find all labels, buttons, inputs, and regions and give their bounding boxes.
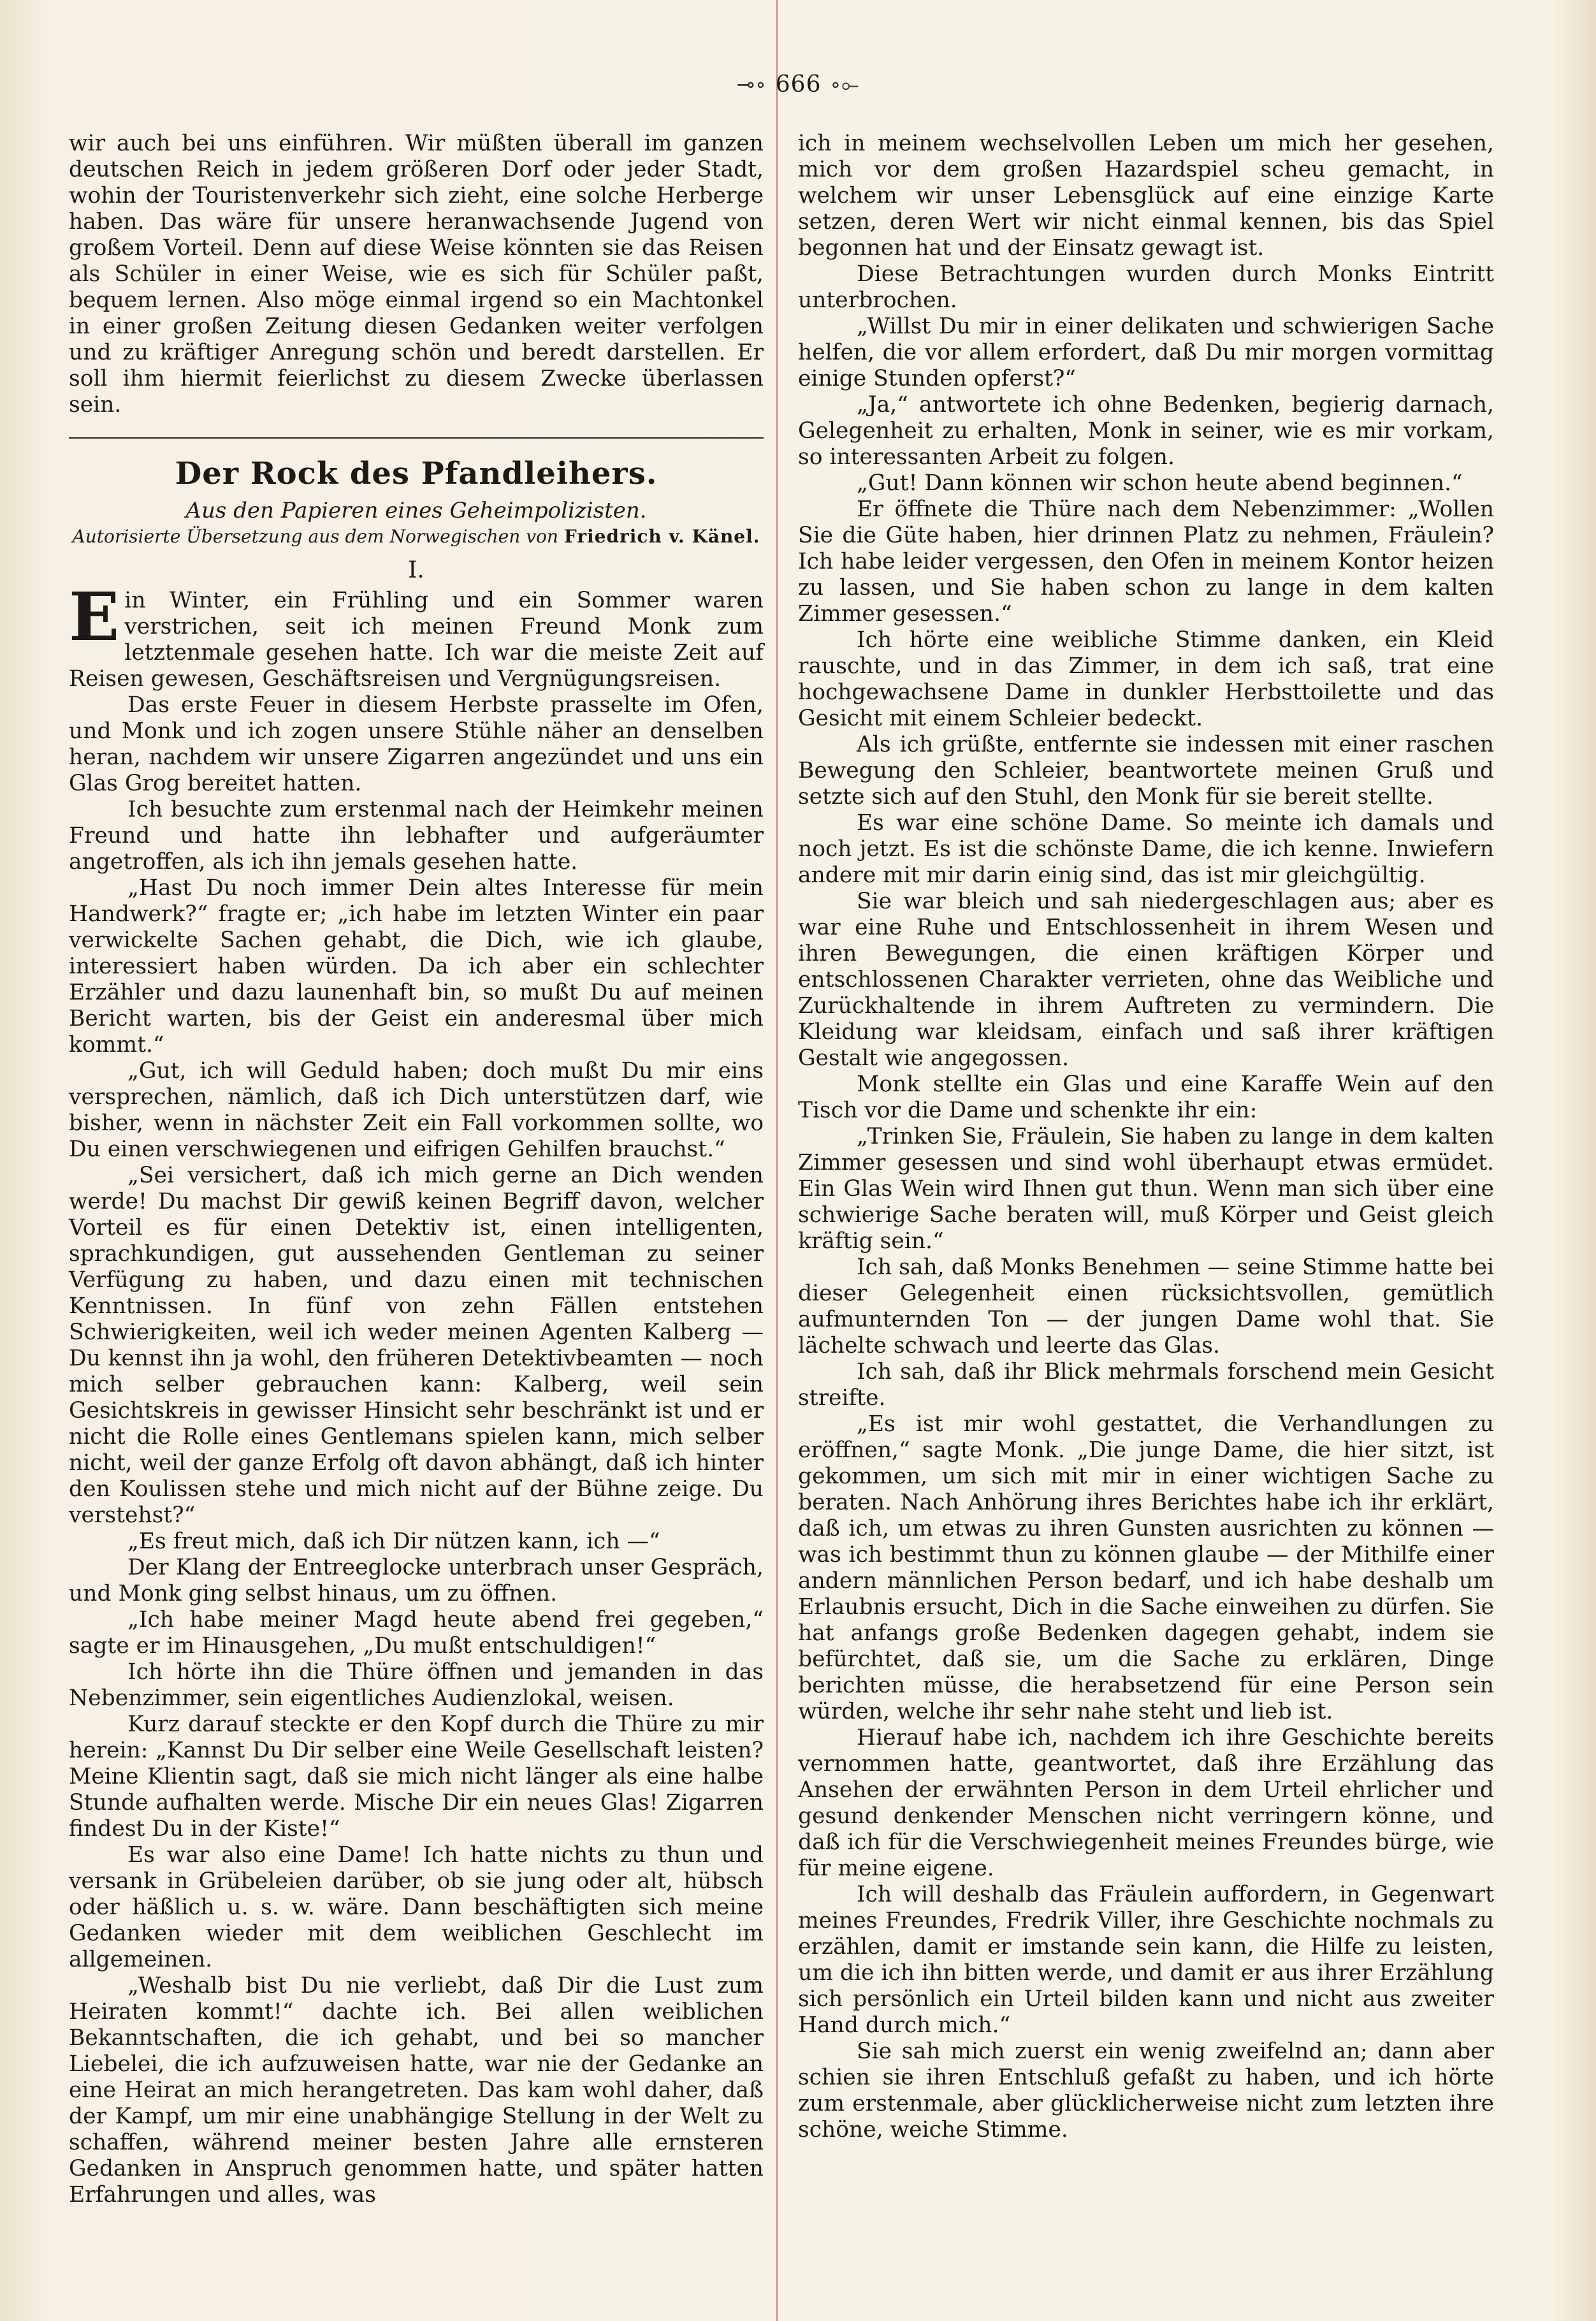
paragraph: „Trinken Sie, Fräulein, Sie haben zu lange in dem kalten Zimmer gesessen und sind wohl überhaupt etwas ermüdet. Ein Glas Wein wird Ihnen gut thun. Wenn man sich über eine schwierige Sache beraten will, muß Körper und Geist gleich kräftig sein.“ [798,1124,1494,1254]
paragraph: Kurz darauf steckte er den Kopf durch die Thüre zu mir herein: „Kannst Du Dir selber eine Weile Gesellschaft leisten? Meine Klientin sagt, daß sie mich nicht länger als eine halbe Stunde aufhalten werde. Mische Dir ein neues Glas! Zigarren findest Du in der Kiste!“ [69,1712,764,1842]
first-paragraph-text: in Winter, ein Frühling und ein Sommer waren verstrichen, seit ich meinen Freund Monk zum letztenmale gesehen hatte. Ich war die meiste Zeit auf Reisen gewesen, Geschäftsreisen und Vergnügungsreisen. [69,588,764,692]
translation-note: Autorisierte Übersetzung aus dem Norwegischen von [72,526,558,547]
paragraph: Ich sah, daß ihr Blick mehrmals forschend mein Gesicht streifte. [798,1359,1494,1411]
ornament-right-icon: ∘⟜ [830,72,860,98]
paragraph: „Gut! Dann können wir schon heute abend beginnen.“ [857,470,1463,496]
paragraph: Es war also eine Dame! Ich hatte nichts zu thun und versank in Grübeleien darüber, ob sie jung oder alt, hübsch oder häßlich u. s. w. wäre. Dann beschäftigten sich meine Gedanken wieder mit dem weiblichen Geschlecht im allgemeinen. [69,1842,764,1972]
paragraph: Ich hörte ihn die Thüre öffnen und jemanden in das Nebenzimmer, sein eigentliches Audienzlokal, weisen. [69,1659,764,1711]
article-subtitle: Aus den Papieren eines Geheimpolizisten. [185,498,647,523]
left-paragraphs [69,692,764,2208]
paragraph: Das erste Feuer in diesem Herbste prasselte im Ofen, und Monk und ich zogen unsere Stühle näher an denselben heran, nachdem wir unsere Zigarren angezündet und uns ein Glas Grog bereitet hatten. [69,692,764,796]
paragraph: Als ich grüßte, entfernte sie indessen mit einer raschen Bewegung den Schleier, beantwortete meinen Gruß und setzte sich auf den Stuhl, den Monk für sie bereit stellte. [798,732,1494,810]
left-column [69,131,764,2208]
paragraph: Monk stellte ein Glas und eine Karaffe Wein auf den Tisch vor die Dame und schenkte ihr ein: [798,1072,1494,1123]
translation-credit [69,524,764,549]
paragraph: Er öffnete die Thüre nach dem Nebenzimmer: „Wollen Sie die Güte haben, hier drinnen Platz zu nehmen, Fräulein? Ich habe leider vergessen, den Ofen in meinem Kontor heizen zu lassen, und Sie haben schon zu lange in dem kalten Zimmer gesessen.“ [798,497,1494,627]
paragraph: Ich hörte eine weibliche Stimme danken, ein Kleid rauschte, und in das Zimmer, in dem ich saß, trat eine hochgewachsene Dame in dunkler Herbsttoilette und das Gesicht mit einem Schleier bedeckt. [798,627,1494,731]
paragraph: Diese Betrachtungen wurden durch Monks Eintritt unterbrochen. [798,261,1494,313]
paragraph: „Weshalb bist Du nie verliebt, daß Dir die Lust zum Heiraten kommt!“ dachte ich. Bei allen weiblichen Bekanntschaften, die ich gehabt, und bei so mancher Liebelei, die ich aufzuweisen hatte, war nie der Gedanke an eine Heirat an mich herangetreten. Das kam wohl daher, daß der Kampf, um mir eine unabhängige Stellung in der Welt zu schaffen, während meiner besten Jahre alle ernsteren Gedanken in Anspruch genommen hatte, und später hatten Erfahrungen und alles, was [69,1973,764,2208]
paragraph: Es war eine schöne Dame. So meinte ich damals und noch jetzt. Es ist die schönste Dame, die ich kenne. Inwiefern andere mit mir darin einig sind, das ist mir gleichgültig. [798,810,1494,888]
paragraph: Ich besuchte zum erstenmal nach der Heimkehr meinen Freund und hatte ihn lebhafter und aufgeräumter angetroffen, als ich ihn jemals gesehen hatte. [69,797,764,875]
drop-cap: E [69,578,120,656]
paragraph: „Es ist mir wohl gestattet, die Verhandlungen zu eröffnen,“ sagte Monk. „Die junge Dame, die hier sitzt, ist gekommen, um sich mit mir in einer wichtigen Sache zu beraten. Nach Anhörung ihres Berichtes habe ich ihr erklärt, daß ich, um etwas zu ihren Gunsten ausrichten zu können — was ich bestimmt thun zu können glaube — der Mithilfe einer andern männlichen Person bedarf, und ich habe deshalb um Erlaubnis ersucht, Dich in die Sache einweihen zu dürfen. Sie hat anfangs große Bedenken dagegen gehabt, indem sie befürchtet, daß sie, um die Sache zu erklären, Dinge berichten müsse, die herabsetzend für eine Person sein würden, welche ihr sehr nahe steht und lieb ist. [798,1411,1494,1724]
paragraph: „Es freut mich, daß ich Dir nützen kann, ich —“ [127,1529,660,1554]
paragraph: Hierauf habe ich, nachdem ich ihre Geschichte bereits vernommen hatte, geantwortet, daß ihre Erzählung das Ansehen der erwähnten Person in dem Urteil ehrlicher und gesund denkender Menschen nicht verringern könne, und daß ich für die Verschwiegenheit meines Freundes bürge, wie für meine eigene. [798,1725,1494,1881]
paragraph: ich in meinem wechselvollen Leben um mich her gesehen, mich vor dem großen Hazardspiel scheu gemacht, in welchem wir unser Lebensglück auf eine einzige Karte setzen, deren Wert wir nicht einmal kennen, bis das Spiel begonnen hat und der Einsatz gewagt ist. [798,131,1494,261]
page-header [0,71,1596,98]
paragraph: „Ich habe meiner Magd heute abend frei gegeben,“ sagte er im Hinausgehen, „Du mußt entschuldigen!“ [69,1607,764,1659]
paragraph: Ich will deshalb das Fräulein auffordern, in Gegenwart meines Freundes, Fredrik Viller, ihre Geschichte nochmals zu erzählen, damit er imstande sein kann, die Hilfe zu leisten, um die ich ihn bitten werde, und damit er aus ihrer Erzählung sich persönlich ein Urteil bilden kann und nicht aus zweiter Hand durch mich.“ [798,1882,1494,2038]
paragraph: Der Klang der Entreeglocke unterbrach unser Gespräch, und Monk ging selbst hinaus, um zu öffnen. [69,1555,764,1606]
paragraph: Sie sah mich zuerst ein wenig zweifelnd an; dann aber schien sie ihren Entschluß gefaßt zu haben, und ich hörte zum erstenmale, aber glücklicherweise nicht zum letzten ihre schöne, weiche Stimme. [798,2039,1494,2143]
ornament-left-icon: ⊸∘ [736,72,767,98]
paragraph: Ich sah, daß Monks Benehmen — seine Stimme hatte bei dieser Gelegenheit einen rücksichtsvollen, gemütlich aufmunternden Ton — der jungen Dame wohl that. Sie lächelte schwach und leerte das Glas. [798,1255,1494,1358]
paragraph: „Ja,“ antwortete ich ohne Bedenken, begierig darnach, Gelegenheit zu erhalten, Monk in seiner, wie es mir vorkam, so interessanten Arbeit zu folgen. [798,392,1494,470]
paragraph: „Sei versichert, daß ich mich gerne an Dich wenden werde! Du machst Dir gewiß keinen Begriff davon, welcher Vorteil es für einen Detektiv ist, einen intelligenten, sprachkundigen, gut aussehenden Gentleman zu seiner Verfügung zu haben, und dazu einen mit technischen Kenntnissen. In fünf von zehn Fällen entstehen Schwierigkeiten, weil ich weder meinen Agenten Kalberg — Du kennst ihn ja wohl, den früheren Detektivbeamten — noch mich selber gebrauchen kann: Kalberg, weil sein Gesichtskreis in gewisser Hinsicht sehr beschränkt ist und er nicht die Rolle eines Gentlemans spielen kann, mich selber nicht, weil der ganze Erfolg oft davon abhängt, daß ich hinter den Koulissen stehe und mich nicht auf der Bühne zeige. Du verstehst?“ [69,1163,764,1528]
right-paragraphs [798,131,1494,2143]
paragraph: „Hast Du noch immer Dein altes Interesse für mein Handwerk?“ fragte er; „ich habe im letzten Winter ein paar verwickelte Sachen gehabt, die Dich, wie ich glaube, interessiert haben würden. Da ich aber ein schlechter Erzähler und dazu launenhaft bin, so mußt Du auf meinen Bericht warten, bis der Geist ein anderesmal über mich kommt.“ [69,875,764,1058]
paragraph: Sie war bleich und sah niedergeschlagen aus; aber es war eine Ruhe und Entschlossenheit in ihrem Wesen und ihren Bewegungen, die einen kräftigen Körper und entschlossenen Charakter verrieten, ohne das Weibliche und Zurückhaltende in ihrem Auftreten zu vermindern. Die Kleidung war kleidsam, einfach und saß ihrer kräftigen Gestalt wie angegossen. [798,889,1494,1071]
chapter-number: I. [408,557,424,583]
column-divider-rule [776,0,778,2321]
right-column [798,131,1494,2143]
article-title: Der Rock des Pfandleihers. [175,456,658,491]
intro-paragraph: wir auch bei uns einführen. Wir müßten überall im ganzen deutschen Reich in jedem größeren Dorf oder jeder Stadt, wohin der Touristenverkehr sich zieht, eine solche Herberge haben. Das wäre für unsere heranwachsende Jugend von großem Vorteil. Denn auf diese Weise könnten sie das Reisen als Schüler in einer Weise, wie es sich für Schüler paßt, bequem lernen. Also möge einmal irgend so ein Machtonkel in einer großen Zeitung diesen Gedanken weiter verfolgen und zu kräftiger Anregung schön und beredt darstellen. Er soll ihm hiermit feierlichst zu diesem Zwecke überlassen sein. [69,131,764,418]
paragraph: „Gut, ich will Geduld haben; doch mußt Du mir eins versprechen, nämlich, daß ich Dich unterstützen darf, wie bisher, wenn in nächster Zeit ein Fall vorkommen sollte, wo Du einen verschwiegenen und eifrigen Gehilfen brauchst.“ [69,1058,764,1162]
page-number: 666 [775,71,822,98]
first-paragraph [69,578,764,692]
translator-name: Friedrich v. Känel. [563,526,760,547]
section-separator [69,437,764,439]
paragraph: „Willst Du mir in einer delikaten und schwierigen Sache helfen, die vor allem erfordert, daß Du mir morgen vormittag einige Stunden opferst?“ [798,314,1494,391]
